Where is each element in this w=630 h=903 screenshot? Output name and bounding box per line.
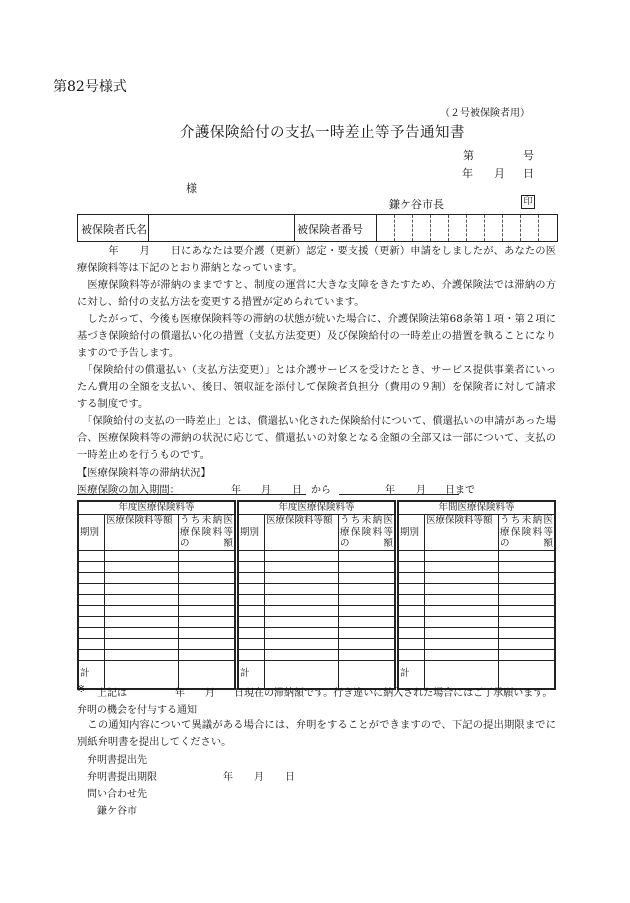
coverage-month-2: 月	[416, 485, 426, 496]
insured-number-label: 被保険者番号	[297, 223, 363, 236]
paragraph-4: 「保険給付の償還払い（支払方法変更）」とは介護サービスを受けたとき、サービス提供事業者にいったん費用の全額を支払い、後日、領収証を添付して保険者負担分（費用の９割）を保険者に対して請求する制度です。	[77, 364, 556, 411]
table-header: 年度医療保険料等	[79, 502, 235, 515]
issuer-name: 鎌ケ谷市長	[389, 198, 444, 211]
payment-table-1	[77, 500, 236, 690]
digit-divider	[412, 215, 413, 241]
coverage-month-1: 月	[261, 485, 271, 496]
footnote-year: 年	[175, 688, 185, 699]
id-table	[77, 214, 558, 242]
date-day: 日	[523, 167, 534, 180]
coverage-year-1: 年	[231, 485, 241, 496]
col-period: 期別	[79, 515, 105, 551]
footnote-mark: ※	[77, 684, 86, 695]
subject-note: （２号被保険者用）	[440, 108, 530, 119]
coverage-from: から	[311, 485, 331, 496]
footnote-month: 月	[205, 688, 215, 699]
deadline-year: 年	[223, 772, 233, 783]
col-unpaid: うち未納医療保険料等の額	[340, 515, 393, 549]
coverage-underline	[178, 494, 306, 495]
payment-table-3	[397, 500, 556, 690]
col-unpaid: うち未納医療保険料等の額	[180, 515, 233, 549]
notice-heading: 弁明の機会を付与する通知	[77, 705, 197, 716]
divider	[294, 215, 295, 241]
insured-name-label: 被保険者氏名	[81, 223, 147, 236]
form-number: 第82号様式	[53, 79, 127, 95]
paragraph-3: したがって、今後も医療保険料等の滞納の状態が続いた場合に、介護保険法第68条第１項・第２項に基づき保険給付の償還払い化の措置（支払方法変更）及び保険給付の一時差止の措置を執ることになりますので予告します。	[77, 313, 556, 360]
notice-body: この通知内容について異議がある場合には、弁明をすることができますので、下記の提出期限までに別紙弁明書を提出してください。	[77, 719, 556, 749]
table-header: 年間医療保険料等	[399, 502, 555, 515]
paragraph-2: 医療保険料等が滞納のままですと、制度の運営に大きな支障をきたすため、介護保険法では滞納の方に対し、給付の支払方法を変更する措置が定められています。	[77, 279, 556, 309]
coverage-day-2: 日まで	[445, 485, 475, 496]
col-amount: 医療保険料等額	[105, 515, 179, 551]
deadline-month: 月	[254, 772, 264, 783]
digit-divider	[538, 215, 539, 241]
divider	[376, 215, 377, 241]
col-amount: 医療保険料等額	[425, 515, 499, 551]
divider	[148, 215, 149, 241]
footnote-text-1: 上記は	[97, 688, 127, 699]
city-name: 鎌ケ谷市	[97, 806, 137, 817]
paragraph-1: 年 月 日にあなたは要介護（更新）認定・要支援（更新）申請をしましたが、あなたの医療保険料等は下記のとおり滞納となっています。	[77, 245, 556, 275]
addressee-suffix: 様	[186, 182, 197, 195]
total-label: 計	[79, 660, 105, 688]
table-header: 年度医療保険料等	[239, 502, 395, 515]
coverage-underline	[339, 494, 459, 495]
digit-divider	[466, 215, 467, 241]
paragraph-5: 「保険給付の支払の一時差止」とは、償還払い化された保険給付について、償還払いの申請があった場合、医療保険料等の滞納の状況に応じて、償還払いの対象となる金額の全部又は一部について、支払の一時差止めを行うものです。	[77, 415, 556, 462]
col-period: 期別	[399, 515, 425, 551]
col-unpaid: うち未納医療保険料等の額	[500, 515, 553, 549]
date-month: 月	[494, 167, 505, 180]
digit-divider	[448, 215, 449, 241]
total-label: 計	[239, 660, 265, 688]
total-label: 計	[399, 660, 425, 688]
page-title: 介護保険給付の支払一時差止等予告通知書	[180, 125, 465, 141]
seal-mark: 印	[521, 195, 535, 209]
section-heading: 【医療保険料等の滞納状況】	[77, 467, 211, 479]
submit-to-label: 弁明書提出先	[87, 755, 147, 766]
col-amount: 医療保険料等額	[265, 515, 339, 551]
digit-divider	[502, 215, 503, 241]
date-year: 年	[462, 167, 473, 180]
coverage-label: 医療保険の加入期間：	[77, 484, 180, 496]
payment-table-2	[237, 500, 396, 690]
digit-divider	[430, 215, 431, 241]
deadline-day: 日	[285, 772, 295, 783]
digit-divider	[484, 215, 485, 241]
inquiry-label: 問い合わせ先	[87, 789, 147, 800]
digit-divider	[394, 215, 395, 241]
coverage-day-1: 日	[292, 485, 302, 496]
doc-number-dai: 第	[463, 149, 474, 162]
footnote-text-2: 日現在の滞納額です。行き違いに納入された場合にはご了承願います。	[234, 688, 553, 699]
col-period: 期別	[239, 515, 265, 551]
doc-number-go: 号	[523, 149, 534, 162]
deadline-label: 弁明書提出期限	[87, 772, 157, 783]
digit-divider	[520, 215, 521, 241]
coverage-year-2: 年	[385, 485, 395, 496]
